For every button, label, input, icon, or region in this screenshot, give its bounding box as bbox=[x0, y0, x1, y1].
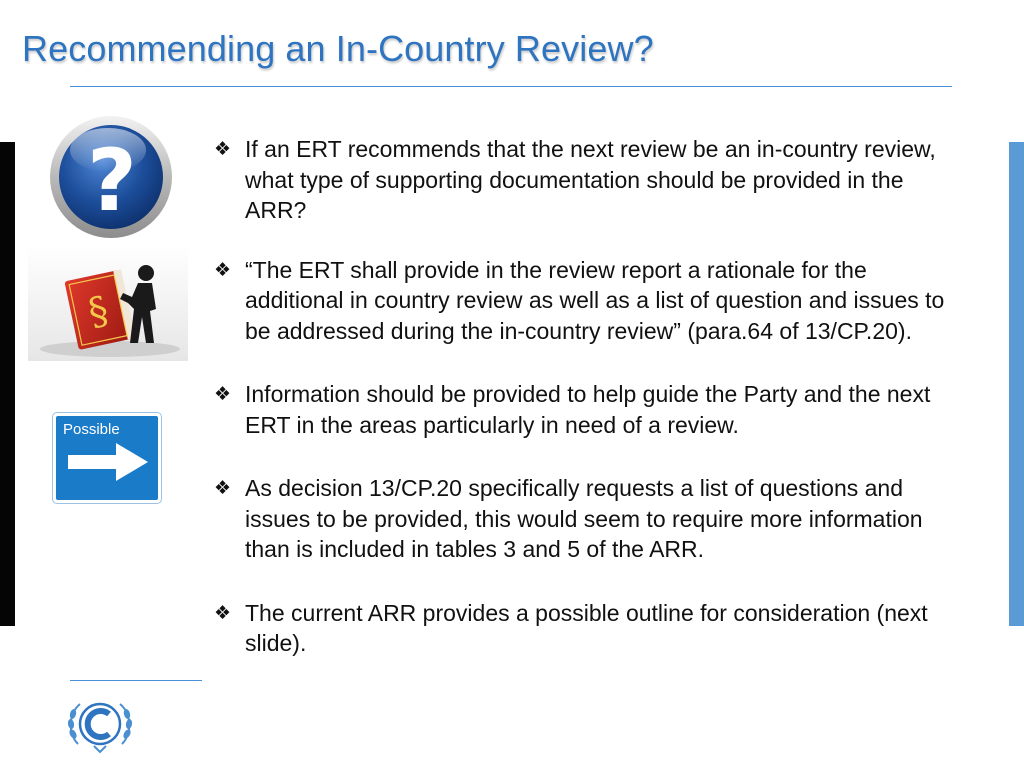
unfccc-logo-icon bbox=[64, 696, 136, 756]
bullet-item bbox=[214, 473, 964, 565]
bullet-text: Information should be provided to help guide the Party and the next ERT in the areas particularly in need of a review. bbox=[245, 381, 931, 438]
diamond-bullet-icon: ❖ bbox=[214, 138, 232, 160]
footer-divider bbox=[70, 680, 202, 681]
diamond-bullet-icon: ❖ bbox=[214, 477, 232, 499]
bullet-text: The current ARR provides a possible outline for consideration (next slide). bbox=[245, 599, 928, 656]
svg-text:§: § bbox=[84, 287, 113, 335]
possible-sign-label: Possible bbox=[63, 421, 120, 438]
bullet-item bbox=[214, 598, 964, 659]
svg-text:?: ? bbox=[87, 131, 137, 231]
bullet-text: “The ERT shall provide in the review report a rationale for the additional in country review as well as a list of question and issues to be addressed during the in-country review” (para.64 of 13/CP.20). bbox=[245, 256, 945, 344]
diamond-bullet-icon: ❖ bbox=[214, 258, 232, 281]
bullet-item bbox=[214, 134, 964, 226]
diamond-bullet-icon: ❖ bbox=[214, 601, 232, 624]
possible-sign bbox=[52, 412, 162, 504]
bullet-item bbox=[214, 379, 964, 440]
bullet-text: As decision 13/CP.20 specifically requests a list of questions and issues to be provided, this would seem to require more information than is included in tables 3 and 5 of the ARR. bbox=[245, 475, 923, 562]
right-arrow-icon bbox=[66, 440, 150, 484]
bullet-text: If an ERT recommends that the next review be an in-country review, what type of supporting documentation should be provided in the ARR? bbox=[245, 136, 936, 223]
slide-title: Recommending an In-Country Review? bbox=[22, 28, 654, 69]
left-accent-bar bbox=[0, 142, 15, 626]
right-accent-bar bbox=[1009, 142, 1024, 626]
bullet-item bbox=[214, 255, 964, 347]
title-divider bbox=[70, 86, 952, 87]
bullet-list bbox=[214, 134, 964, 659]
question-mark-icon bbox=[48, 114, 174, 240]
possible-sign-panel bbox=[56, 416, 158, 500]
law-book-figure-icon bbox=[28, 245, 188, 361]
diamond-bullet-icon: ❖ bbox=[214, 383, 232, 405]
